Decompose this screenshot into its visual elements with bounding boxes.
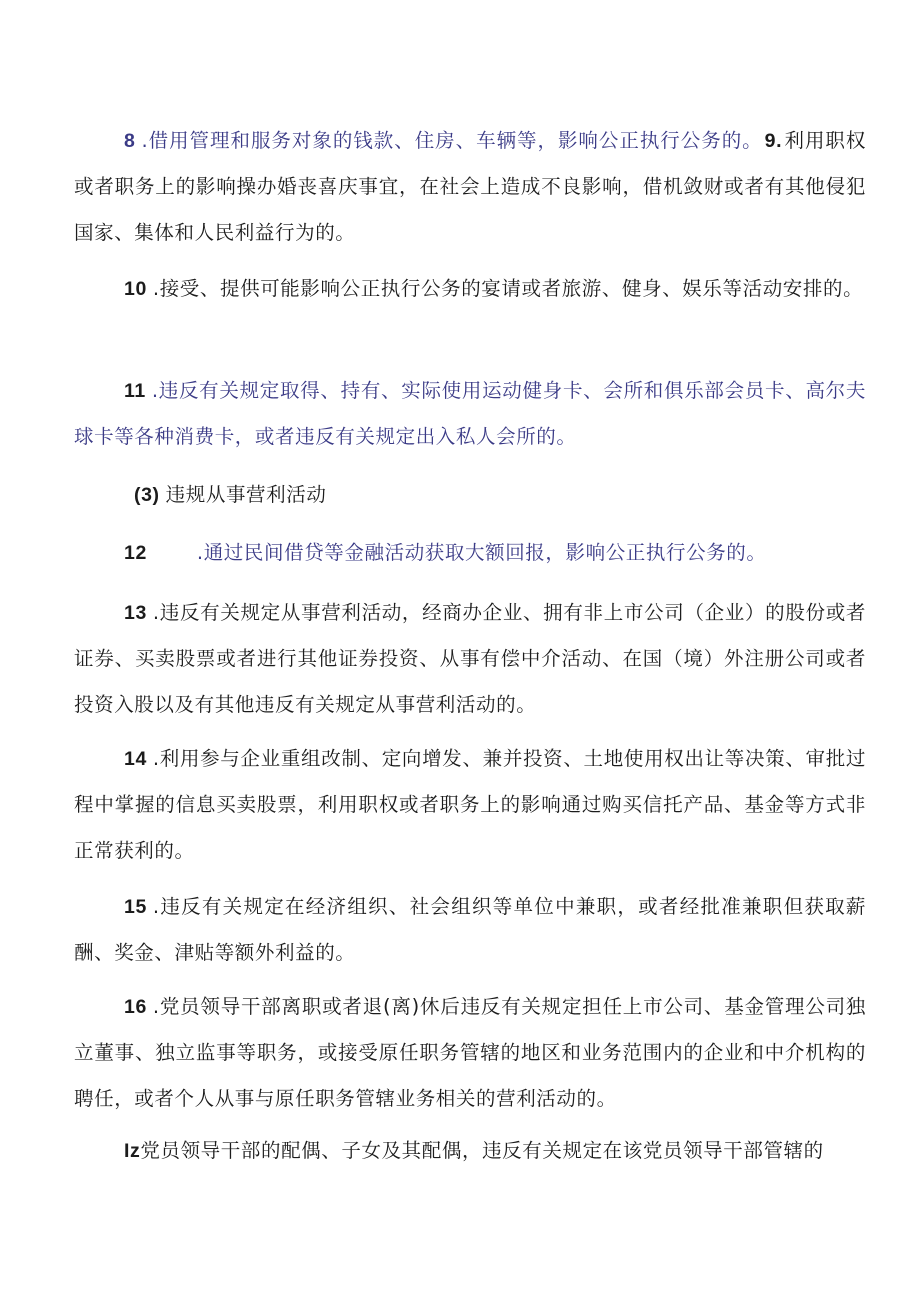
item-number: 16 (124, 996, 147, 1018)
section-number: (3) (134, 484, 160, 506)
item-number: 8 (124, 130, 136, 152)
section-title: 违规从事营利活动 (165, 483, 327, 506)
item-text: 利用职权或者职务上的影响操办婚丧喜庆事宜，在社会上造成不良影响，借机敛财或者有其他侵犯国家、集体和人民利益行为的。 (74, 129, 866, 244)
item-number: 11 (124, 380, 146, 402)
item-number: 15 (124, 896, 147, 918)
item-text: .接受、提供可能影响公正执行公务的宴请或者旅游、健身、娱乐等活动安排的。 (152, 277, 864, 300)
item-number: 14 (124, 748, 147, 770)
item-text: .违反有关规定从事营利活动，经商办企业、拥有非上市公司（企业）的股份或者证券、买卖股票或者进行其他证券投资、从事有偿中介活动、在国（境）外注册公司或者投资入股以及有其他违反有关规定从事营利活动的。 (74, 601, 866, 716)
item-text: .违反有关规定在经济组织、社会组织等单位中兼职，或者经批准兼职但获取薪酬、奖金、津贴等额外利益的。 (74, 895, 866, 964)
item-text: .利用参与企业重组改制、定向增发、兼并投资、土地使用权出让等决策、审批过程中掌握的信息买卖股票，利用职权或者职务上的影响通过购买信托产品、基金等方式非正常获利的。 (74, 747, 866, 862)
item-text: .借用管理和服务对象的钱款、住房、车辆等，影响公正执行公务的。 (141, 129, 763, 152)
item-text: .党员领导干部离职或者退(离)休后违反有关规定担任上市公司、基金管理公司独立董事、独立监事等职务，或接受原任职务管辖的地区和业务范围内的企业和中介机构的聘任，或者个人从事与原任职务管辖业务相关的营利活动的。 (74, 995, 866, 1110)
paragraph-11 (74, 368, 866, 460)
paragraph-8-9 (74, 118, 866, 256)
paragraph-10 (74, 266, 866, 312)
item-number: 10 (124, 278, 147, 300)
paragraph-16 (74, 984, 866, 1122)
section-heading (134, 472, 326, 518)
item-text: .违反有关规定取得、持有、实际使用运动健身卡、会所和俱乐部会员卡、高尔夫球卡等各种消费卡，或者违反有关规定出入私人会所的。 (74, 379, 866, 448)
item-text: .通过民间借贷等金融活动获取大额回报，影响公正执行公务的。 (196, 541, 767, 564)
paragraph-14 (74, 736, 866, 874)
paragraph-13 (74, 590, 866, 728)
item-number: 13 (124, 602, 147, 624)
item-number: 9. (764, 130, 783, 152)
item-number: 12 (124, 542, 147, 564)
item-text: 党员领导干部的配偶、子女及其配偶，违反有关规定在该党员领导干部管辖的 (140, 1139, 824, 1162)
paragraph-15 (74, 884, 866, 976)
paragraph-17 (74, 1128, 866, 1174)
item-number: Iz (124, 1140, 141, 1162)
paragraph-12 (74, 530, 866, 576)
